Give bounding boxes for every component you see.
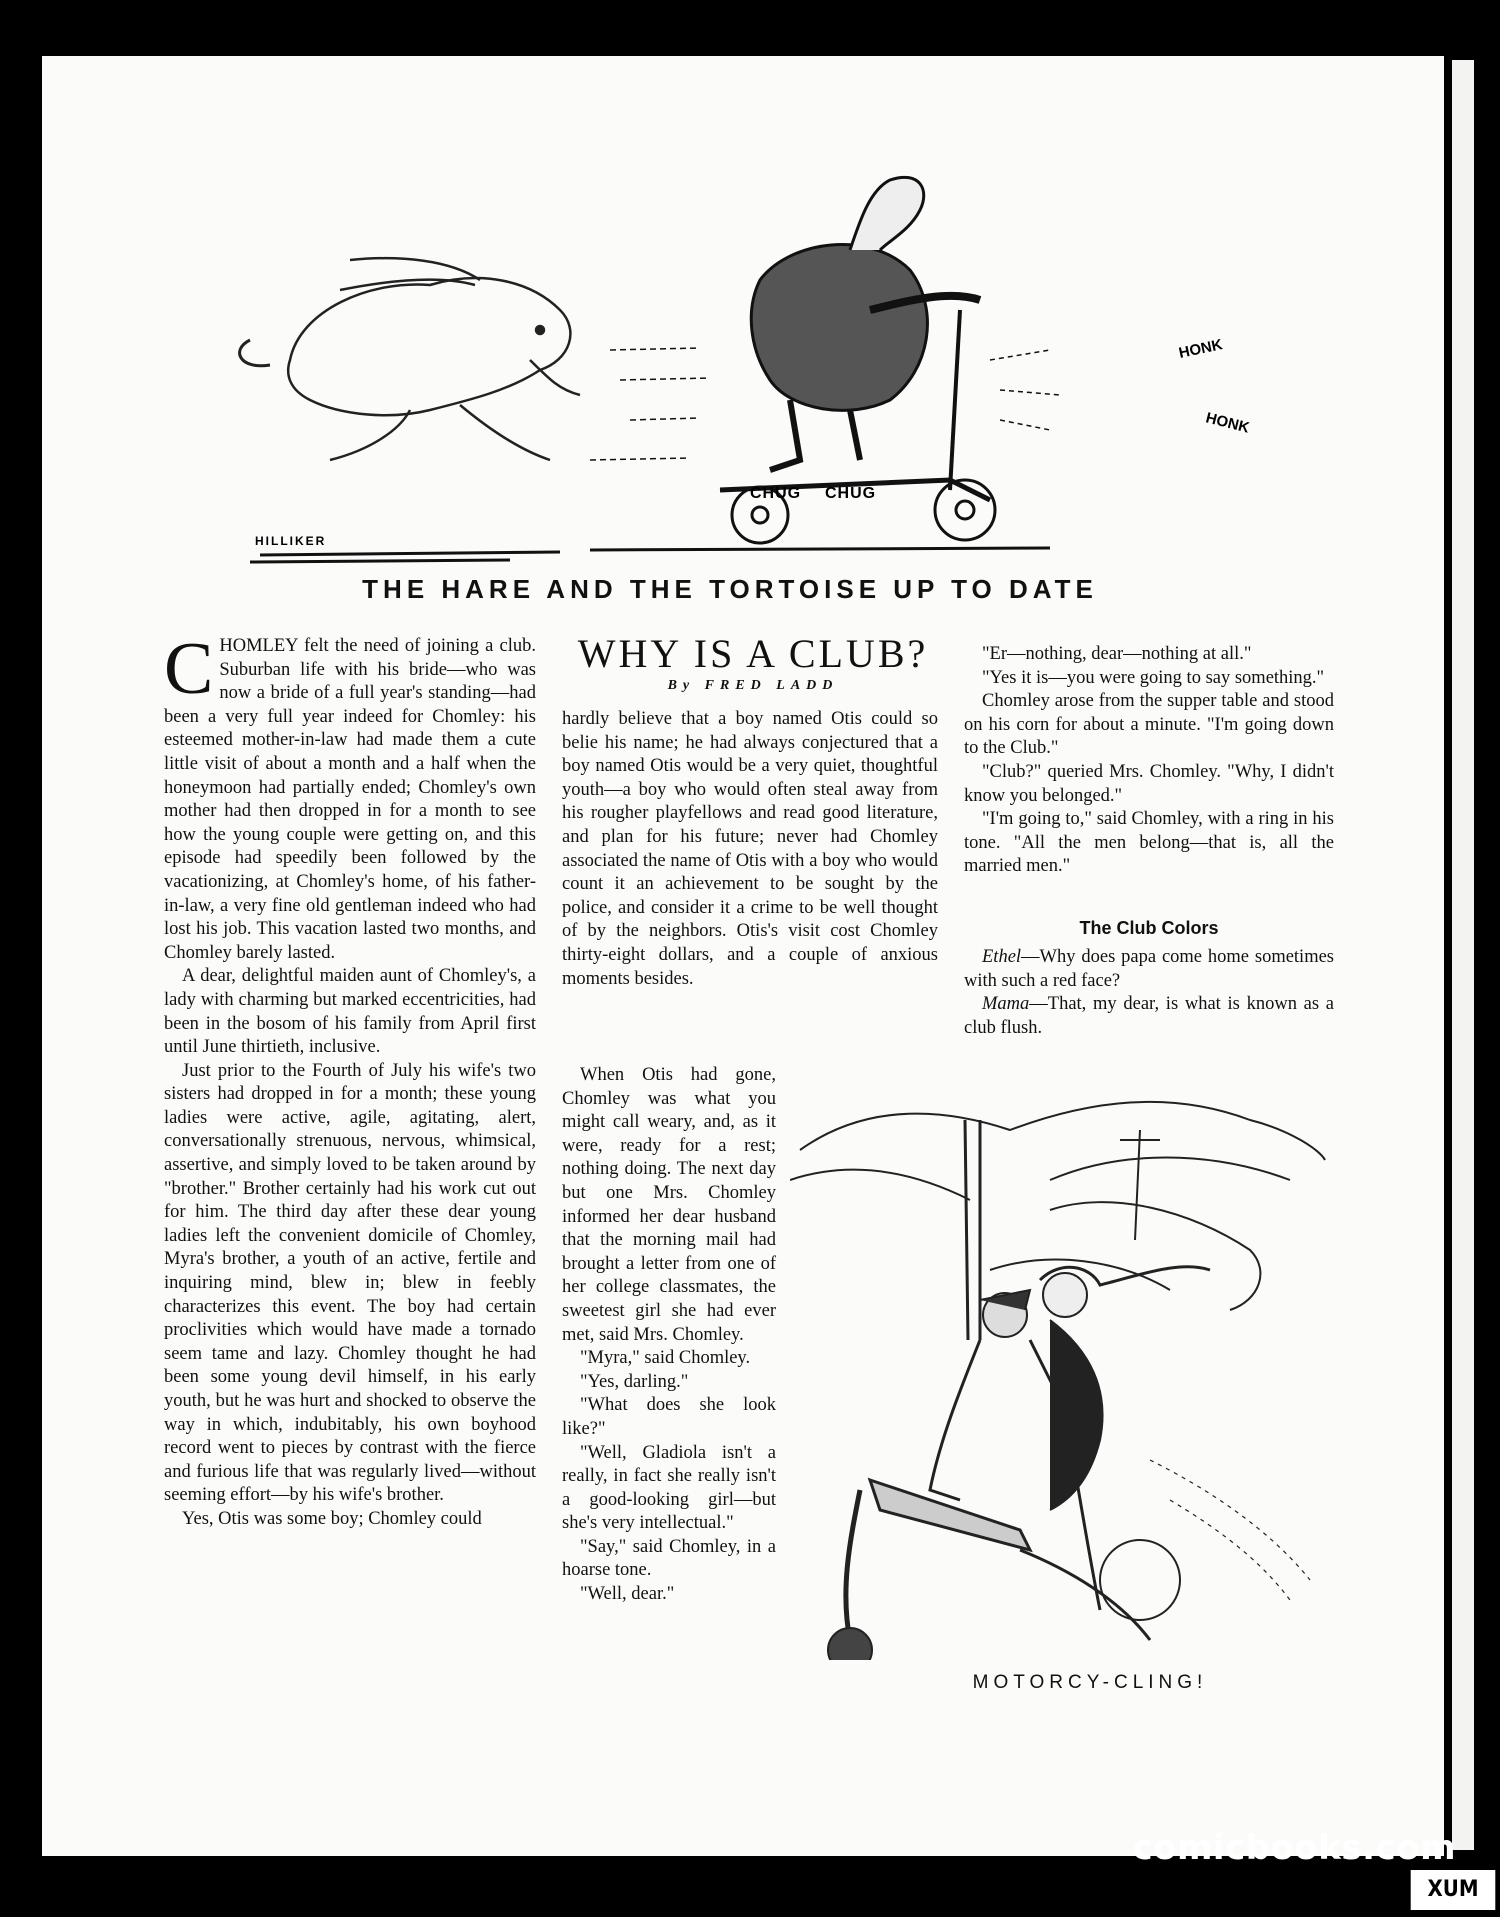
paragraph-13: "Er—nothing, dear—nothing at all."	[982, 644, 1252, 664]
sound-effect-honk-1: HONK	[1177, 336, 1225, 362]
article-column-2-narrow	[562, 1064, 776, 1607]
sound-effect-chug-1: CHUG	[750, 485, 802, 502]
joke-text	[964, 946, 1334, 1040]
paragraph-11: "Say," said Chomley, in a hoarse tone.	[562, 1536, 776, 1581]
sound-effect-chug-2: CHUG	[825, 485, 877, 502]
paragraph-1: CHOMLEY felt the need of joining a club. Suburban life with his bride—who was now a bride of a full year's standing—had been a very full year indeed for Chomley: his esteemed mother-in-law had made them a cute little visit of about a month and a half when the honeymoon had partially ended; Chomley's own mother had then dropped in for a month to see how the young couple were getting on, and this episode had speedily been followed by the vacationizing, at Chomley's home, of his father-in-law, a very fine old gentleman indeed who had lost his job. This vacation lasted two months, and Chomley barely lasted.	[164, 628, 536, 963]
joke-heading: The Club Colors	[1079, 918, 1219, 938]
joke-line-2: Mama—That, my dear, is what is known as a club flush.	[964, 994, 1334, 1038]
article-column-1	[164, 628, 536, 1532]
paragraph-5: hardly believe that a boy named Otis could so belie his name; he had always conjectured that a boy named Otis would be a very quiet, thoughtful youth—a boy who would often steal away from his rougher playfellows and read good literature, and plan for his future; never had Chomley associated the name of Otis with a boy who would count it an achievement to be sought by the police, and consider it a crime to be well thought of by the neighbors. Otis's visit cost Chomley thirty-eight dollars, and a couple of anxious moments besides.	[562, 709, 938, 989]
bottom-illustration-caption: MOTORCY-CLING!	[972, 1672, 1208, 1693]
paragraph-7: "Myra," said Chomley.	[580, 1348, 751, 1369]
joke-line-1: Ethel—Why does papa come home sometimes with such a red face?	[964, 947, 1334, 991]
paragraph-2: A dear, delightful maiden aunt of Chomley's, a lady with charming but marked eccentricities, had been in the bosom of his family from April first until June thirtieth, inclusive.	[164, 966, 536, 1058]
paragraph-14: "Yes it is—you were going to say something."	[982, 667, 1325, 688]
article-byline: By FRED LADD	[667, 678, 839, 693]
paragraph-6: When Otis had gone, Chomley was what you might call weary, and, as it were, ready for a rest; nothing doing. The next day but one Mrs. Chomley informed her dear husband that the morning mail had brought a letter from one of her college classmates, the sweetest girl she had ever met, said Mrs. Chomley.	[562, 1065, 776, 1345]
article-title: WHY IS A CLUB?	[577, 631, 929, 676]
paragraph-3: Just prior to the Fourth of July his wife's two sisters had dropped in for a month; these young ladies were active, agile, agitating, alert, conversationally strenuous, nervous, whimsical, assertive, and simply loved to be taken around by "brother." Brother certainly had his work cut out for him. The third day after these dear young ladies left the convenient domicile of Chomley, Myra's brother, a youth of an active, fertile and inquiring mind, blew in; blew in feebly characterizes this event. The boy had certain proclivities which would have made a tornado seem tame and lazy. Chomley thought he had been some young devil himself, in his early youth, but he was hurt and shocked to observe the way in which, indubitably, his own boyhood record went to pieces by contrast with the fierce and furious life that was regularly lived—without seeming effort—by his wife's brother.	[164, 1060, 536, 1506]
paragraph-16: "Club?" queried Mrs. Chomley. "Why, I didn't know you belonged."	[964, 761, 1334, 806]
motorcycle-illustration	[790, 1060, 1330, 1660]
paragraph-10: "Well, Gladiola isn't a really, in fact she really isn't a good-looking girl—but she's very intellectual."	[562, 1442, 776, 1534]
next-page-edge	[1452, 60, 1474, 1850]
watermark-logo: comicbooks.com	[1132, 1828, 1456, 1868]
hare-tortoise-illustration	[230, 160, 1290, 570]
paragraph-17: "I'm going to," said Chomley, with a ring in his tone. "All the men belong—that is, all the married men."	[964, 809, 1334, 877]
paragraph-12: "Well, dear."	[580, 1584, 675, 1605]
hare-drawing	[240, 258, 580, 460]
article-column-2	[562, 708, 938, 991]
top-illustration-caption: THE HARE AND THE TORTOISE UP TO DATE	[362, 574, 1098, 604]
drop-cap: C	[164, 628, 214, 710]
paragraph-15: Chomley arose from the supper table and stood on his corn for about a minute. "I'm going down to the Club."	[964, 691, 1334, 759]
paragraph-8: "Yes, darling."	[580, 1371, 689, 1392]
article-column-3	[964, 643, 1334, 879]
sound-effect-honk-2: HONK	[1204, 409, 1252, 437]
paragraph-4: Yes, Otis was some boy; Chomley could	[182, 1508, 482, 1529]
watermark-tag: XUM	[1411, 1870, 1496, 1910]
illustration-signature: HILLIKER	[255, 534, 327, 548]
paragraph-9: "What does she look like?"	[562, 1395, 776, 1439]
